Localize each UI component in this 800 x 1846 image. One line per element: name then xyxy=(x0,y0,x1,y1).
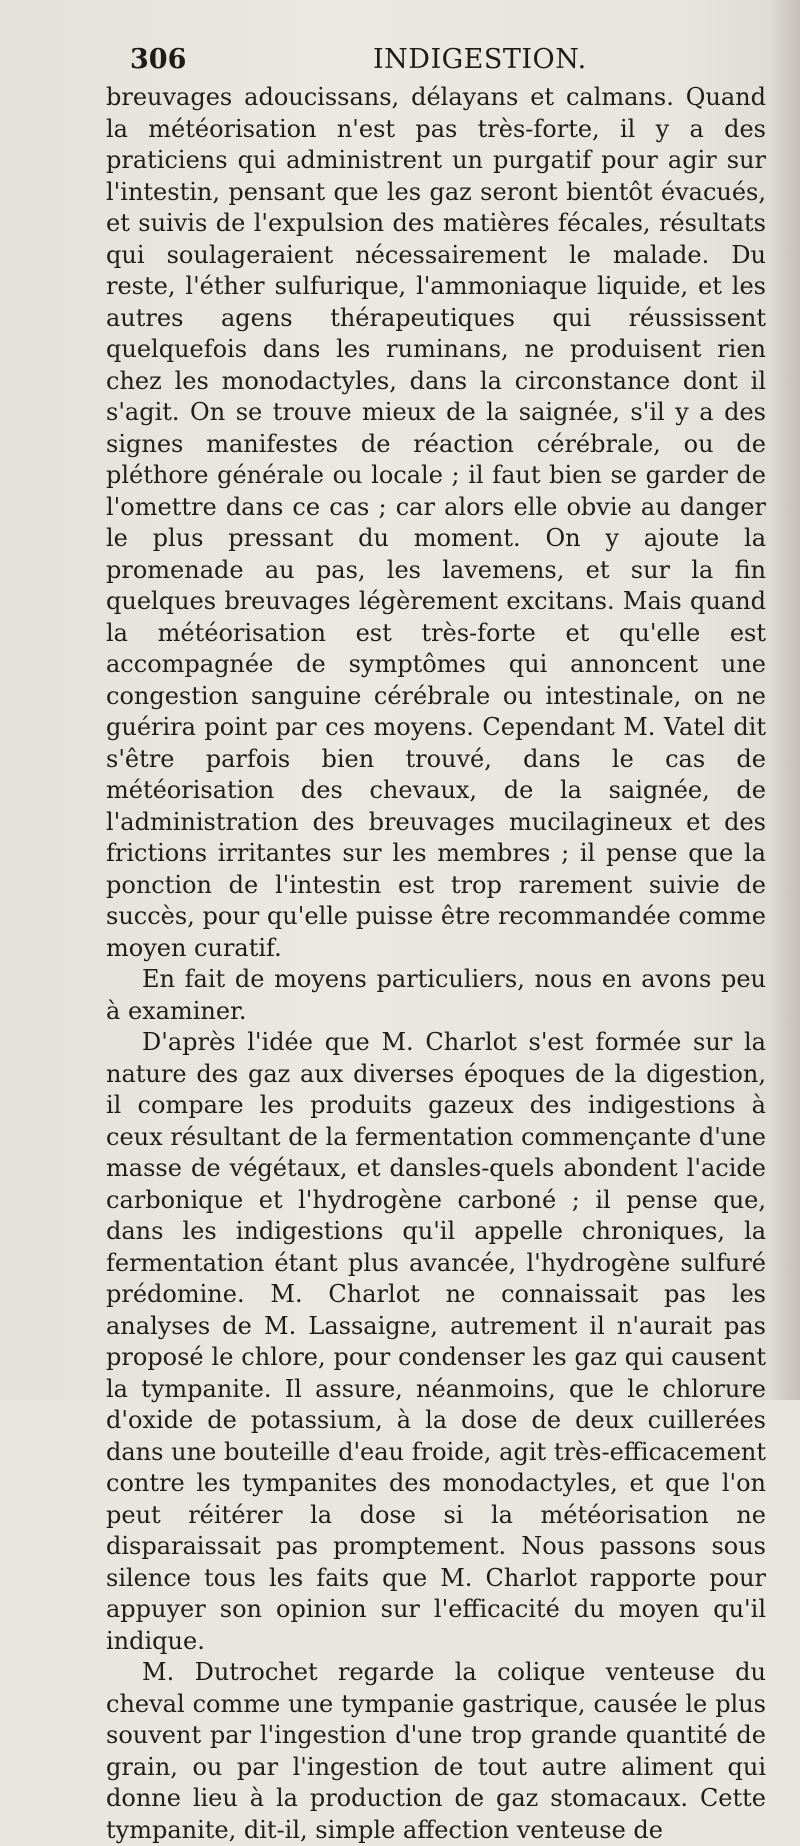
page-number: 306 xyxy=(130,44,187,75)
page-edge-shadow xyxy=(770,0,800,1400)
paragraph: En fait de moyens particuliers, nous en avons peu à examiner. xyxy=(106,965,766,1025)
page-header xyxy=(130,44,750,84)
paragraph: M. Dutrochet regarde la colique venteuse du cheval comme une tympanie gastrique, causée le plus souvent par l'ingestion d'une trop grande quantité de grain, ou par l'ingestion de tout autre aliment qui donne lieu à la production de gaz stomacaux. Cette tympanite, dit-il, simple affection venteuse de xyxy=(106,1658,766,1844)
running-title: INDIGESTION. xyxy=(373,44,587,75)
paragraph-continued: breuvages adoucissans, délayans et calmans. Quand la météorisation n'est pas très-forte, il y a des praticiens qui administrent un purgatif pour agir sur l'intestin, pensant que les gaz seront bientôt évacués, et suivis de l'expulsion des matières fécales, résultats qui soulageraient nécessairement le malade. Du reste, l'éther sulfurique, l'ammoniaque liquide, et les autres agens thérapeutiques qui réussissent quelquefois dans les ruminans, ne produisent rien chez les monodactyles, dans la circonstance dont il s'agit. On se trouve mieux de la saignée, s'il y a des signes manifestes de réaction cérébrale, ou de pléthore générale ou locale ; il faut bien se garder de l'omettre dans ce cas ; car alors elle obvie au danger le plus pressant du moment. On y ajoute la promenade au pas, les lavemens, et sur la fin quelques breuvages légèrement excitans. Mais quand la météorisation est très-forte et qu'elle est accompagnée de symptômes qui annoncent une congestion sanguine cérébrale ou intestinale, on ne guérira point par ces moyens. Cependant M. Vatel dit s'être parfois bien trouvé, dans le cas de météorisation des chevaux, de la saignée, de l'administration des breuvages mucilagineux et des frictions irritantes sur les membres ; il pense que la ponction de l'intestin est trop rarement suivie de succès, pour qu'elle puisse être recommandée comme moyen curatif. xyxy=(106,83,766,962)
paragraph: D'après l'idée que M. Charlot s'est formée sur la nature des gaz aux diverses époques de la digestion, il compare les produits gazeux des indigestions à ceux résultant de la fermentation commençante d'une masse de végétaux, et dansles-quels abondent l'acide carbonique et l'hydrogène carboné ; il pense que, dans les indigestions qu'il appelle chroniques, la fermentation étant plus avancée, l'hydrogène sulfuré prédomine. M. Charlot ne connaissait pas les analyses de M. Lassaigne, autrement il n'aurait pas proposé le chlore, pour condenser les gaz qui causent la tympanite. Il assure, néanmoins, que le chlorure d'oxide de potassium, à la dose de deux cuillerées dans une bouteille d'eau froide, agit très-efficacement contre les tympanites des monodactyles, et que l'on peut réitérer la dose si la météorisation ne disparaissait pas promptement. Nous passons sous silence tous les faits que M. Charlot rapporte pour appuyer son opinion sur l'efficacité du moyen qu'il indique. xyxy=(106,1028,766,1655)
body-text xyxy=(106,82,766,1846)
